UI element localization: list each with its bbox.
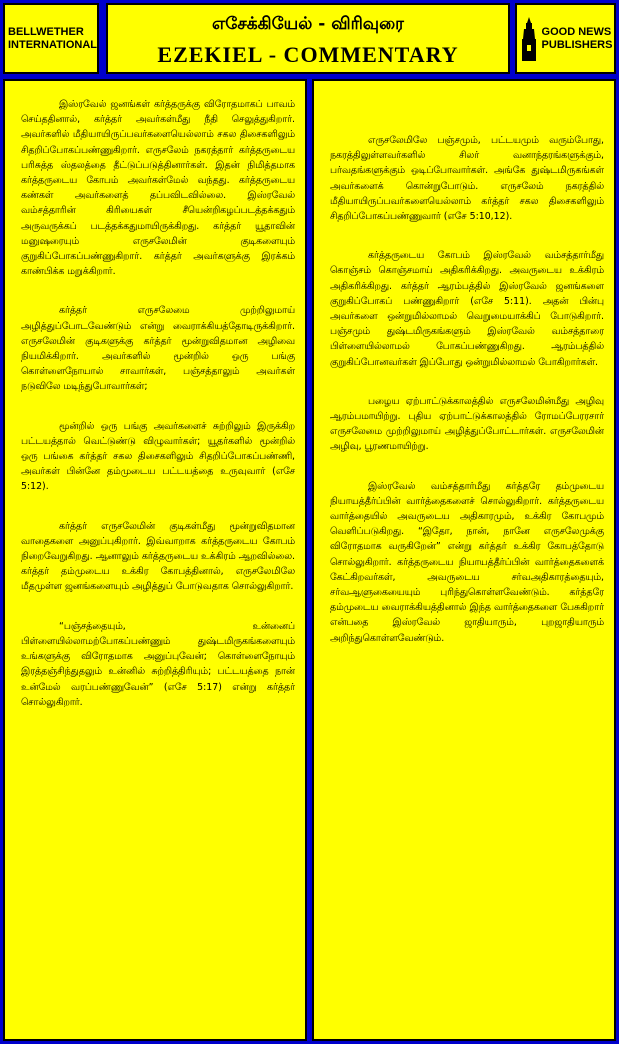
paragraph: கர்த்தருடைய கோபம் இஸ்ரவேல் வம்சத்தார்மீது கொஞ்சம் கொஞ்சமாய் அதிகரிக்கிறது. அவருடைய உக்கிரம் அதிகரிக்கிறது. கர்த்தர் ஆரம்பத்தில் இஸ்ரவேல் ஜனங்களை குறுகிப்போகப் பண்ணுகிறார் (எசே 5:11). அதன் பின்பு அவர்களை ஒன்றுமில்லாமல் வெறுமையாக்கிப் போடுகிறார். பஞ்சமும் துஷ்டமிருகங்களும் இஸ்ரவேல் வம்சத்தாரை பிள்ளையில்லாமல் போகப்பண்ணுகிறது. ஆரம்பத்தில் குறுகிப்போனவர்கள் இப்போது ஒன்றுமில்லாமல் போகிறார்கள். <box>330 250 604 368</box>
logo-line: INTERNATIONAL <box>8 38 98 51</box>
logo-line: BELLWETHER <box>8 25 84 38</box>
paragraph: பழைய ஏற்பாட்டுக்காலத்தில் எருசலேமின்மீது அழிவு ஆரம்பமாயிற்று. புதிய ஏற்பாட்டுக்காலத்தில் ரோமப்பேரரசார் எருசலேமை முற்றிலுமாய் அழித்துப்போட்டார்கள். எருசலேமின் அழிவு, பூரணமாயிற்று. <box>330 395 604 453</box>
paragraph: கர்த்தர் எருசலேமின் குடிகள்மீது மூன்றுவிதமான வாதைகளை அனுப்புகிறார். இவ்வாறாக கர்த்தருடைய கோபம் நிறைவேறுகிறது. ஆனாலும் கர்த்தருடைய உக்கிரம் ஆறவில்லை. கர்த்தர் தம்முடைய உக்கிர கோபத்தினால், எருசலேமிலே மீதமுள்ள ஜனங்களையும் அழித்துப் போடுவதாக சொல்லுகிறார். <box>21 520 295 593</box>
left-column <box>3 79 307 1041</box>
paragraph: இஸ்ரவேல் ஜனங்கள் கர்த்தருக்கு விரோதமாகப் பாவம் செய்ததினால், கர்த்தர் அவர்கள்மீது நீதி செலுத்துகிறார். அவர்களில் மீதியாயிருப்பவர்களையெல்லாம் சகல திசைகளிலும் சிதறிப்போகப்பண்ணுகிறார். எருசலேம் நகரத்தார் கர்த்தருடைய பரிசுத்த ஸ்தலத்தை தீட்டுப்படுத்தினார்கள். இதன் நிமித்தமாக கர்த்தருடைய கோபம் அவர்கள்மேல் வந்தது. கர்த்தருடைய கண்கள் அவர்களைத் தப்பவிடவில்லை. இஸ்ரவேல் வம்சத்தாரின் கிரியைகள் சீயென்றிகழப்படத்தக்கதும் அருவருக்கப் படத்தக்கதுமாயிருக்கிறது. கர்த்தர் யூதாவின் மனுஷரையும் எருசலேமின் குடிகளையும் குறுகிப்போகப்பண்ணுகிறார். கர்த்தர் அவர்களுக்கு இரக்கம் காண்பிக்க மறுக்கிறார். <box>21 99 295 278</box>
bellwether-logo-text <box>8 26 97 52</box>
tamil-title: எசேக்கியேல் - விரிவுரை <box>212 14 404 34</box>
paragraph: எருசலேமிலே பஞ்சமும், பட்டயமும் வரும்போது, நகரத்திலுள்ளவர்களில் சிலர் வனாந்தரங்களுக்கும், பர்வதங்களுக்கும் ஒடிப்போவார்கள். அங்கே துஷ்டமிருகங்கள் அவர்களைக் கொன்றுபோடும். எருசலேம் நகரத்தில் மீதியாயிருப்பவர்களையெல்லாம் கர்த்தர் சகல திசைகளிலும் சிதறிப்போகப்பண்ணுவார் (எசே 5:10,12). <box>330 135 604 223</box>
logo-line: GOOD NEWS <box>541 25 612 38</box>
paragraph: கர்த்தர் எருசலேமை முற்றிலுமாய் அழித்துப்போடவேண்டும் என்று வைராக்கியத்தோடிருக்கிறார். எருசலேமின் குடிகளுக்கு கர்த்தர் மூன்றுவிதமான அழிவை நியமிக்கிறார். அவர்களில் மூன்றில் ஒரு பங்கு கொள்ளைநோயால் சாவார்கள், பஞ்சத்தாலும் அவர்கள் நடுவிலே மடிந்துபோவார்கள்; <box>21 305 295 393</box>
good-news-logo <box>515 3 616 74</box>
right-column <box>312 79 616 1041</box>
paragraph: மூன்றில் ஒரு பங்கு அவர்களைச் சுற்றிலும் இருக்கிற பட்டயத்தால் வெட்டுண்டு விழுவார்கள்; யூதர்களில் மூன்றில் ஒரு பங்கை கர்த்தர் சகல திசைகளிலும் சிதறிப்போகப்பண்ணி, அவர்கள் பின்னே தம்முடைய பட்டயத்தை உருவுவார் (எசே 5:12). <box>21 420 295 493</box>
title-banner <box>106 3 510 74</box>
english-title: EZEKIEL - COMMENTARY <box>157 42 459 67</box>
paragraph: “பஞ்சத்தையும், உன்னைப் பிள்ளையில்லாமற்போகப்பண்ணும் துஷ்டமிருகங்களையும் உங்களுக்கு விரோதமாக அனுப்புவேன்; கொள்ளைநோயும் இரத்தஞ்சிந்துதலும் உன்னில் சுற்றித்திரியும்; பட்டயத்தை நான் உன்மேல் வரப்பண்ணுவேன்” (எசே 5:17) என்று கர்த்தர் சொல்லுகிறார். <box>21 620 295 708</box>
logo-line: PUBLISHERS <box>541 38 613 51</box>
paragraph: இஸ்ரவேல் வம்சத்தார்மீது கர்த்தரே தம்முடைய நியாயத்தீர்ப்பின் வார்த்தைகளைச் சொல்லுகிறார். கர்த்தருடைய வார்த்தையில் அவருடைய அதிகாரமும், உக்கிர கோபமும் வெளிப்படுகிறது. “இதோ, நான், நானே எருசலேமுக்கு விரோதமாக வருகிறேன்” என்று கர்த்தர் உக்கிர கோபத்தோடு சொல்லுகிறார். கர்த்தருடைய நியாயத்தீர்ப்பின் வார்த்தைகளைக் கேட்கிறவர்கள், அவருடைய சர்வஅதிகாரத்தையும், சர்வஆளுகையையும் புரிந்துகொள்ளவேண்டும். கர்த்தரே தம்முடைய வைராக்கியத்தினால் இந்த வார்த்தைகளை பேசுகிறார் என்பதை இஸ்ரவேல் ஜாதியாரும், புறஜாதியாரும் அறிந்துகொள்ளவேண்டும். <box>330 480 604 644</box>
bellwether-logo <box>3 3 99 74</box>
bell-tower-icon <box>519 15 539 63</box>
good-news-logo-text <box>542 26 613 52</box>
